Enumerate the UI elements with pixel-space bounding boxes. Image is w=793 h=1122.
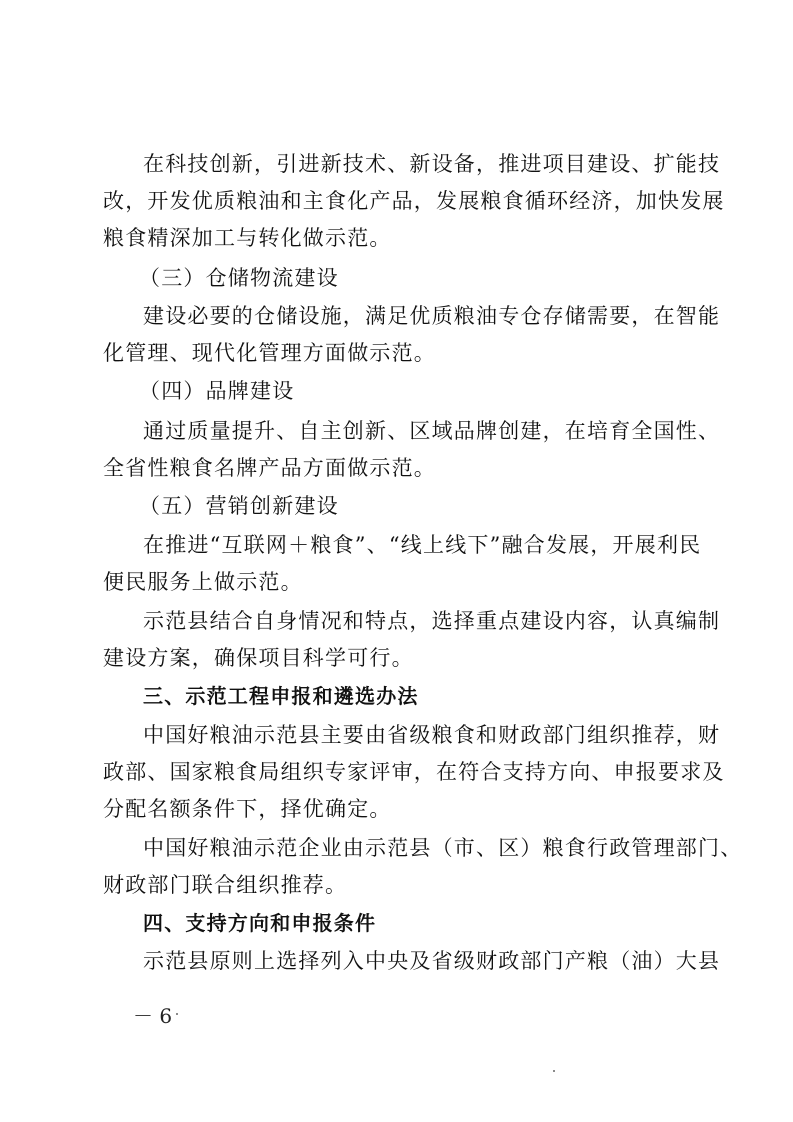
paragraph-line: 全省性粮食名牌产品方面做示范。 <box>103 456 436 480</box>
paragraph-line: 分配名额条件下，择优确定。 <box>103 797 392 821</box>
subheading-storage-logistics: （三）仓储物流建设 <box>139 266 339 290</box>
scan-speck <box>553 1070 555 1072</box>
paragraph-line: 在科技创新，引进新技术、新设备，推进项目建设、扩能技 <box>143 152 721 176</box>
paragraph-line: 中国好粮油示范企业由示范县（市、区）粮食行政管理部门、 <box>143 836 743 860</box>
subheading-marketing: （五）营销创新建设 <box>139 494 339 518</box>
scan-speck <box>176 1013 178 1015</box>
paragraph-line: 便民服务上做示范。 <box>103 570 303 594</box>
paragraph-line: 示范县原则上选择列入中央及省级财政部门产粮（油）大县 <box>143 949 721 973</box>
paragraph-line: 在推进“互联网＋粮食”、“线上线下”融合发展，开展利民 <box>143 533 702 557</box>
paragraph-line: 建设方案，确保项目科学可行。 <box>103 646 414 670</box>
paragraph-line: 财政部门联合组织推荐。 <box>103 873 348 897</box>
section-heading-application: 三、示范工程申报和遴选办法 <box>143 684 419 708</box>
paragraph-line: 粮食精深加工与转化做示范。 <box>103 226 392 250</box>
subheading-brand: （四）品牌建设 <box>139 379 295 403</box>
paragraph-line: 通过质量提升、自主创新、区域品牌创建，在培育全国性、 <box>143 419 721 443</box>
section-heading-support: 四、支持方向和申报条件 <box>143 911 377 935</box>
paragraph-line: 政部、国家粮食局组织专家评审，在符合支持方向、申报要求及 <box>103 760 725 784</box>
paragraph-line: 改，开发优质粮油和主食化产品，发展粮食循环经济，加快发展 <box>103 189 725 213</box>
paragraph-line: 化管理、现代化管理方面做示范。 <box>103 341 436 365</box>
paragraph-line: 示范县结合自身情况和特点，选择重点建设内容，认真编制 <box>143 609 721 633</box>
paragraph-line: 中国好粮油示范县主要由省级粮食和财政部门组织推荐，财 <box>143 723 721 747</box>
page-number: － 6 <box>133 1004 173 1028</box>
paragraph-line: 建设必要的仓储设施，满足优质粮油专仓存储需要，在智能 <box>143 304 721 328</box>
